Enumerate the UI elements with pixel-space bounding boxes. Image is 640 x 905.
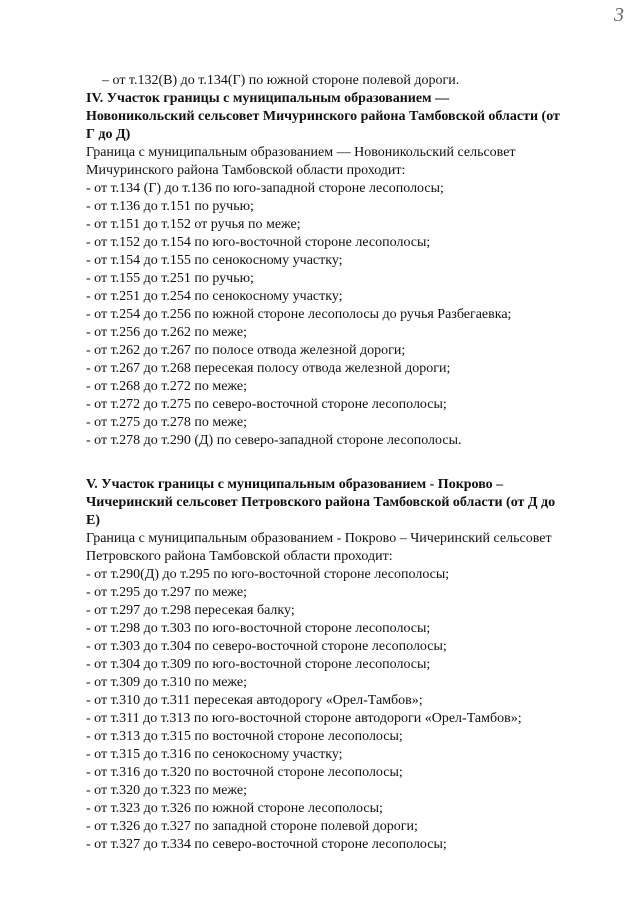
list-item: - от т.311 до т.313 по юго-восточной стороне автодороги «Орел-Тамбов»; [86,711,522,726]
list-item: - от т.310 до т.311 пересекая автодорогу «Орел-Тамбов»; [86,693,423,708]
section-v [86,476,606,854]
list-item: - от т.151 до т.152 от ручья по меже; [86,217,301,232]
list-item: - от т.326 до т.327 по западной стороне полевой дороги; [86,819,418,834]
list-item: - от т.320 до т.323 по меже; [86,783,248,798]
section-iv-heading-line2: Новоникольский сельсовет Мичуринского района Тамбовской области (от [86,109,560,124]
list-item: - от т.309 до т.310 по меже; [86,675,248,690]
list-item: - от т.268 до т.272 по меже; [86,379,248,394]
list-item: - от т.267 до т.268 пересекая полосу отвода железной дороги; [86,361,451,376]
list-item: - от т.316 до т.320 по восточной стороне лесополосы; [86,765,403,780]
section-iv-intro-line1: Граница с муниципальным образованием — Новоникольский сельсовет [86,145,516,160]
list-item: - от т.152 до т.154 по юго-восточной стороне лесополосы; [86,235,431,250]
list-item: - от т.313 до т.315 по восточной стороне лесополосы; [86,729,403,744]
list-item: - от т.303 до т.304 по северо-восточной стороне лесополосы; [86,639,447,654]
section-v-heading-line1: V. Участок границы с муниципальным образованием - Покрово – [86,477,504,492]
section-v-intro-line2: Петровского района Тамбовской области проходит: [86,549,393,564]
list-item: - от т.275 до т.278 по меже; [86,415,248,430]
page-number: 3 [614,4,624,26]
list-item: - от т.290(Д) до т.295 по юго-восточной стороне лесополосы; [86,567,450,582]
list-item: - от т.254 до т.256 по южной стороне лесополосы до ручья Разбегаевка; [86,307,512,322]
section-iv-intro-line2: Мичуринского района Тамбовской области проходит: [86,163,406,178]
list-item: - от т.315 до т.316 по сенокосному участку; [86,747,343,762]
section-iv-heading-line1: IV. Участок границы с муниципальным образованием — [86,91,450,106]
list-item: - от т.295 до т.297 по меже; [86,585,248,600]
list-item: - от т.256 до т.262 по меже; [86,325,248,340]
section-v-intro-line1: Граница с муниципальным образованием - Покрово – Чичеринский сельсовет [86,531,552,546]
section-iv [86,90,606,450]
intro-list-item: – от т.132(В) до т.134(Г) по южной стороне полевой дороги. [102,73,460,88]
section-v-heading-line2: Чичеринский сельсовет Петровского района Тамбовской области (от Д до [86,495,556,510]
list-item: - от т.136 до т.151 по ручью; [86,199,254,214]
document-body [86,72,606,854]
list-item: - от т.298 до т.303 по юго-восточной стороне лесополосы; [86,621,431,636]
list-item: - от т.272 до т.275 по северо-восточной стороне лесополосы; [86,397,447,412]
section-v-heading-line3: Е) [86,513,100,528]
section-spacer [86,450,606,476]
section-iv-heading-line3: Г до Д) [86,127,131,142]
list-item: - от т.251 до т.254 по сенокосному участку; [86,289,343,304]
list-item: - от т.134 (Г) до т.136 по юго-западной стороне лесополосы; [86,181,444,196]
list-item: - от т.304 до т.309 по юго-восточной стороне лесополосы; [86,657,431,672]
list-item: - от т.155 до т.251 по ручью; [86,271,254,286]
list-item: - от т.297 до т.298 пересекая балку; [86,603,295,618]
list-item: - от т.262 до т.267 по полосе отвода железной дороги; [86,343,406,358]
list-item: - от т.323 до т.326 по южной стороне лесополосы; [86,801,383,816]
list-item: - от т.278 до т.290 (Д) по северо-западной стороне лесополосы. [86,433,462,448]
list-item: - от т.327 до т.334 по северо-восточной стороне лесополосы; [86,837,447,852]
list-item: - от т.154 до т.155 по сенокосному участку; [86,253,343,268]
